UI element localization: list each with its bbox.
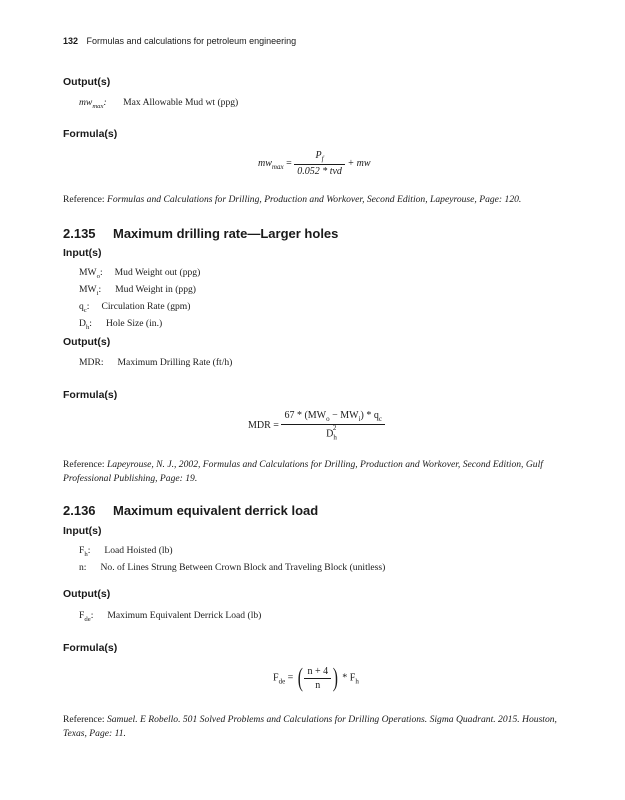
output-symbol: $mw_{max}$: <box>79 97 107 110</box>
formula-mdr: MDR = $\frac{67 * (MW_o - MW_i) * q_c}{D_h^2}$ <box>248 410 385 441</box>
output-item <box>79 96 238 113</box>
output-heading: Output(s) <box>63 588 111 600</box>
input-list <box>79 266 200 334</box>
output-item: MDR: Maximum Drilling Rate (ft/h) <box>79 357 233 368</box>
input-heading: Input(s) <box>63 525 102 537</box>
output-desc: Max Allowable Mud wt (ppg) <box>123 97 239 108</box>
output-item: $F_{de}$: Maximum Equivalent Derrick Load (lb) <box>79 610 262 623</box>
list-item: $F_h$: Load Hoisted (lb) <box>79 545 173 558</box>
reference: Reference: Formulas and Calculations for Drilling, Production and Workover, Second Edition, Lapeyrouse, Page: 120. <box>63 194 522 205</box>
fraction: $\frac{67 * (MW_o - MW_i) * q_c}{D_h^2}$ <box>281 410 385 441</box>
list-item: n: No. of Lines Strung Between Crown Block and Traveling Block (unitless) <box>79 561 386 573</box>
input-list <box>79 544 385 574</box>
list-item: $MW_o$: Mud Weight out (ppg) <box>79 267 201 280</box>
reference: Reference: Samuel. E Robello. 501 Solved Problems and Calculations for Drilling Operations. Sigma Quadrant. 2015. Houston, Texas, Page: 11. <box>63 714 557 739</box>
page-number: 132 <box>63 36 79 46</box>
formula-fde: $F_{de}$ = ( $\frac{n + 4}{n}$ ) * $F_h$ <box>273 663 359 692</box>
running-header <box>63 36 296 46</box>
output-heading: Output(s) <box>63 76 111 88</box>
list-item: $q_c$: Circulation Rate (gpm) <box>79 300 191 314</box>
section-title: 2.135 Maximum drilling rate—Larger holes <box>63 226 339 241</box>
output-heading: Output(s) <box>63 336 111 348</box>
fraction: $\frac{n + 4}{n}$ <box>304 666 331 691</box>
formula-heading: Formula(s) <box>63 128 118 140</box>
list-item: $MW_i$: Mud Weight in (ppg) <box>79 283 196 297</box>
book-title: Formulas and calculations for petroleum engineering <box>86 36 297 46</box>
formula-heading: Formula(s) <box>63 389 118 401</box>
list-item: $D_h$: Hole Size (in.) <box>79 317 163 331</box>
formula-heading: Formula(s) <box>63 642 118 654</box>
formula-mw-max: $mw_{max}$ = $\frac{P_f}{\text{0.052 * tvd}}$ + mw <box>258 150 371 177</box>
reference: Reference: Lapeyrouse, N. J., 2002, Formulas and Calculations for Drilling, Production and Workover, Second Edition, Gulf Professional Publishing, Page: 19. <box>63 459 543 484</box>
input-heading: Input(s) <box>63 247 102 259</box>
fraction: $\frac{P_f}{\text{0.052 * tvd}}$ <box>294 150 345 177</box>
section-title: 2.136 Maximum equivalent derrick load <box>63 503 319 518</box>
